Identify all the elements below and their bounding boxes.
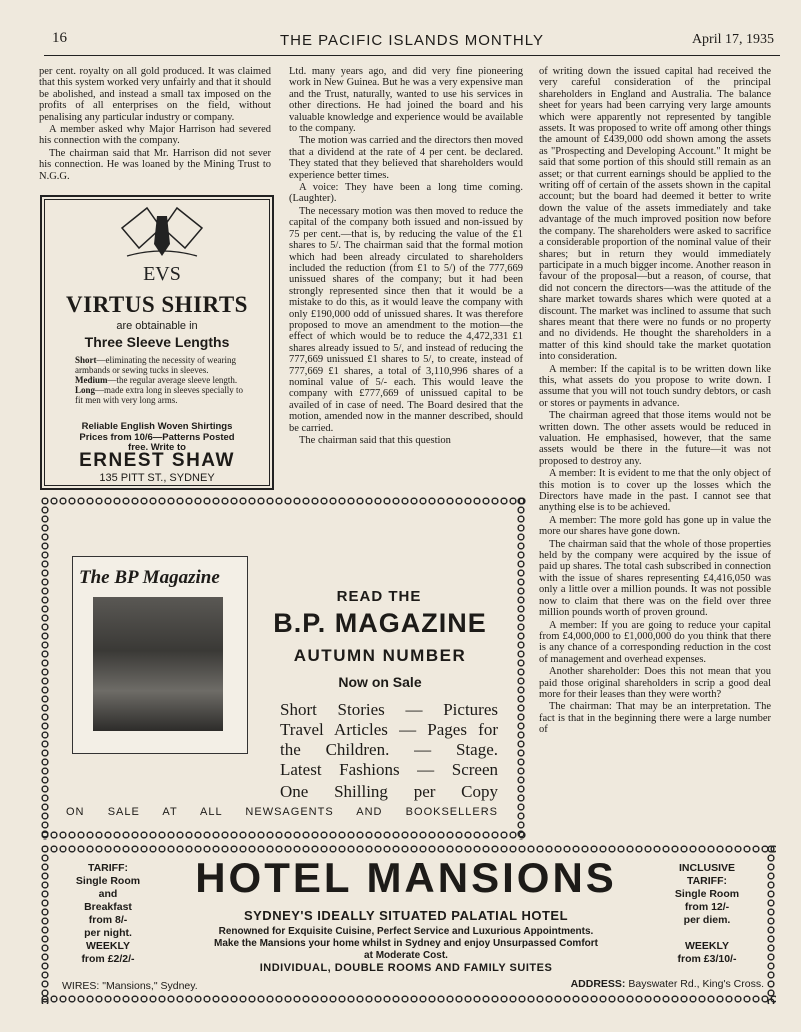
tariff-line: and [98, 888, 118, 900]
tariff-line: from 8/- [88, 914, 128, 926]
telegraph-address: WIRES: "Mansions," Sydney. [62, 980, 198, 992]
article-paragraph: The motion was carried and the directors then moved that a dividend at the rate of 4 per cent. be declared. They stated that they believed that shareholders would experience better times. [289, 135, 523, 181]
medium-label: Medium [75, 375, 108, 385]
edition-name: AUTUMN NUMBER [293, 646, 467, 665]
tariff-right [652, 862, 762, 966]
chain-border-bottom [40, 994, 776, 1004]
page-number: 16 [52, 30, 67, 46]
article-paragraph: A member: The more gold has gone up in value the more our shares have gone down. [539, 514, 771, 538]
chain-border-left [40, 496, 50, 840]
article-column-2 [289, 66, 523, 494]
contents-line: Travel Articles — Pages for [280, 720, 498, 739]
address-label: ADDRESS: [570, 978, 626, 990]
short-label: Short [75, 355, 97, 365]
read-the: READ THE [336, 588, 422, 605]
tariff-line: TARIFF: [686, 875, 728, 887]
description-line: Make the Mansions your home whilst in Sydney and enjoy Unsurpassed Comfort [214, 938, 598, 949]
article-paragraph: The chairman agreed that those items would not be written down. The other assets would be reduced in valuation. He emphasised, however, that the same assets would be there in the future—it was not proposed to destroy any. [539, 410, 771, 467]
article-paragraph: The chairman said that the whole of those properties held by the company were acquired by the issue of paid up shares. The total cash subscribed in connection with the issue of shares representing £4,416,050 was only a little over a million pounds. It was not possible now to claim that there was on the field over three million pounds worth of proven ground. [539, 538, 771, 619]
chain-border-right [766, 844, 776, 1004]
tariff-line: from £2/2/- [81, 953, 135, 965]
article-paragraph: The chairman said that Mr. Harrison did not sever his connection. He was loaned by the Mining Trust to N.G.G. [39, 147, 271, 182]
hotel-name: HOTEL MANSIONS [195, 854, 617, 901]
article-paragraph: Ltd. many years ago, and did very fine pioneering work in New Guinea. But he was a very expensive man and the Trust, naturally, wanted to use his services in other directions. He had joined the board and his valuable knowledge and experience would be available to the company. [289, 66, 523, 135]
contents-line: Latest Fashions — Screen [280, 760, 498, 779]
cover-masthead: The BP Magazine [79, 567, 220, 588]
magazine-name: B.P. MAGAZINE [273, 608, 487, 638]
issue-date: April 17, 1935 [691, 32, 774, 47]
article-paragraph: A member: If the capital is to be written down like this, what assets do you propose to write down. I assume that you will not touch sundry debtors, or cash or stores or payments in advance. [539, 363, 771, 409]
article-paragraph: of writing down the issued capital had received the very careful consideration of the principal shareholders in England and Australia. The balance sheet for years had been carrying very large amounts which were apparently not represented by tangible assets. It was proposed to write off among other things the amount of £439,000 odd shown among the assets as "Prospecting and Developing Account." It might be said that some portion of this should still remain as an asset; or that current earnings should be applied to the writing off of certain of the assets shown in the capital account; but the board had deemed it better to write down the value of the assets immediately and take advantage of the much improved position now before the company. The shareholders were asked to sacrifice a considerable proportion of the nominal value of their shares; but in return they would immediately participate in a much bigger income. Another reason in favour of the proposal—but a reason, of course, that did not concern the directors—was the attitude of the share market towards shares which were quoted at a discount. The market was inclined to assume that such shares meant that there were no funds or no property and no dividends. He thought the shareholders in a matter of this kind should take the market quotation into consideration. [539, 66, 771, 363]
tariff-line: INCLUSIVE [678, 862, 735, 874]
shirting-line: free. Write to [128, 442, 186, 453]
tariff-line: Single Room [674, 888, 740, 900]
tariff-line: from £3/10/- [677, 953, 737, 965]
chain-border-top [40, 496, 526, 506]
article-column-3 [539, 66, 771, 841]
hotel-address [571, 978, 764, 990]
article-paragraph: The chairman said that this question [299, 435, 451, 446]
sleeve-descriptions [75, 355, 253, 405]
tariff-left [58, 862, 158, 966]
headline: Three Sleeve Lengths [84, 334, 230, 350]
tariff-line: from 12/- [684, 901, 730, 913]
description-line: at Moderate Cost. [364, 950, 448, 961]
article-paragraph: Another shareholder: Does this not mean that you paid those original shareholders in scrip a good deal more for their leases than they were worth? [539, 666, 771, 700]
shirting-line: Reliable English Woven Shirtings [81, 421, 233, 432]
hotel-description [158, 926, 654, 962]
chain-border-right [516, 496, 526, 840]
logo-letters: EVS [143, 263, 181, 285]
article-paragraph: A member: If you are going to reduce your capital from £4,000,000 to £1,000,000 do you think that there is any chance of a corresponding reduction in the cost of management and overhead expenses. [539, 619, 771, 665]
publication-title: THE PACIFIC ISLANDS MONTHLY [280, 32, 544, 49]
short-text: —eliminating the necessity of wearing armbands or sewing tucks in sleeves. [75, 355, 236, 375]
article-paragraph: The necessary motion was then moved to reduce the capital of the company both issued and non-issued by 75 per cent.—that is, by reducing the value of the £1 shares to 5/. The chairman said that the formal motion which had been already circulated to shareholders included the reduction (from £1 to 5/) of the 777,669 unissued shares of the company; but it had been strongly represented since then that it would be a mistake to do this, as it would leave the company with only £190,000 odd of unissued shares. It was therefore proposed to move an amendment to the motion—the effect of which would be to reduce the 4,472,331 £1 shares already issued to 5/, and instead of reducing the 777,669 unissued £1 shares to 5/, to create, instead of 777,669 £1 shares, a total of 3,110,996 shares of a nominal value of 5/- each. This would leave the company with £777,669 of unissued capital to be availed of in case of need. The Board desired that the motion, amended now in the manner described, should be carried. [289, 205, 523, 434]
address-value: Bayswater Rd., King's Cross. [628, 978, 764, 990]
hotel-subtitle: SYDNEY'S IDEALLY SITUATED PALATIAL HOTEL [243, 908, 569, 923]
long-label: Long [75, 385, 96, 395]
chain-border-bottom [40, 830, 526, 840]
shirting-line: Prices from 10/6—Patterns Posted [79, 431, 235, 443]
magazine-cover [72, 556, 248, 754]
medium-text: —the regular average sleeve length. [107, 375, 238, 385]
article-column-1 [39, 66, 271, 193]
tariff-line: TARIFF: [87, 862, 129, 874]
article-paragraph: A voice: They have been a long time coming. (Laughter). [289, 182, 523, 205]
article-paragraph: per cent. royalty on all gold produced. It was claimed that this system worked very unfairly and that it should be abolished, and instead a small tax imposed on the profits of all enterprises on the field, without penalising any particular industry or company. [39, 66, 271, 123]
tariff-line: per night. [84, 927, 132, 939]
tariff-line: WEEKLY [685, 940, 729, 952]
virtus-shirts-ad [40, 195, 274, 490]
room-types: INDIVIDUAL, DOUBLE ROOMS AND FAMILY SUITES [259, 962, 553, 974]
contents-line: Short Stories — Pictures [280, 700, 498, 719]
merchant-name: ERNEST SHAW [79, 450, 235, 471]
page-header [44, 30, 780, 56]
contents-line: the Children. — Stage. [280, 740, 498, 759]
chain-border-top [40, 844, 776, 854]
collar-tie-logo-icon [117, 206, 207, 286]
tagline: are obtainable in [116, 320, 198, 332]
tariff-line: WEEKLY [86, 940, 130, 952]
shirting-prices [45, 422, 269, 454]
on-sale-line: ON SALE AT ALL NEWSAGENTS AND BOOKSELLERS [66, 806, 498, 818]
now-on-sale: Now on Sale [338, 674, 422, 690]
description-line: Renowned for Exquisite Cuisine, Perfect Service and Luxurious Appointments. [218, 926, 594, 937]
brand-name: VIRTUS SHIRTS [66, 292, 248, 317]
article-paragraph: A member asked why Major Harrison had severed his connection with the company. [39, 124, 271, 147]
tariff-line: per diem. [683, 914, 731, 926]
tariff-line [652, 927, 762, 940]
chain-border-left [40, 844, 50, 1004]
article-paragraph: A member: It is evident to me that the only object of this motion is to cover up the losses which the Directors have made in the past. I cannot see that anything else is to be achieved. [539, 468, 771, 514]
bp-magazine-ad [40, 496, 526, 840]
tariff-line: Breakfast [84, 901, 132, 913]
hotel-mansions-ad [40, 844, 776, 1004]
long-text: —made extra long in sleeves specially to fit men with very long arms. [75, 385, 243, 405]
cover-photo [93, 597, 223, 731]
price-line: One Shilling per Copy [280, 782, 498, 801]
merchant-address: 135 PITT ST., SYDNEY [99, 472, 215, 484]
tariff-line: Single Room [75, 875, 141, 887]
article-paragraph: The chairman: That may be an interpretation. The fact is that in the beginning there were a large number of [539, 701, 771, 736]
